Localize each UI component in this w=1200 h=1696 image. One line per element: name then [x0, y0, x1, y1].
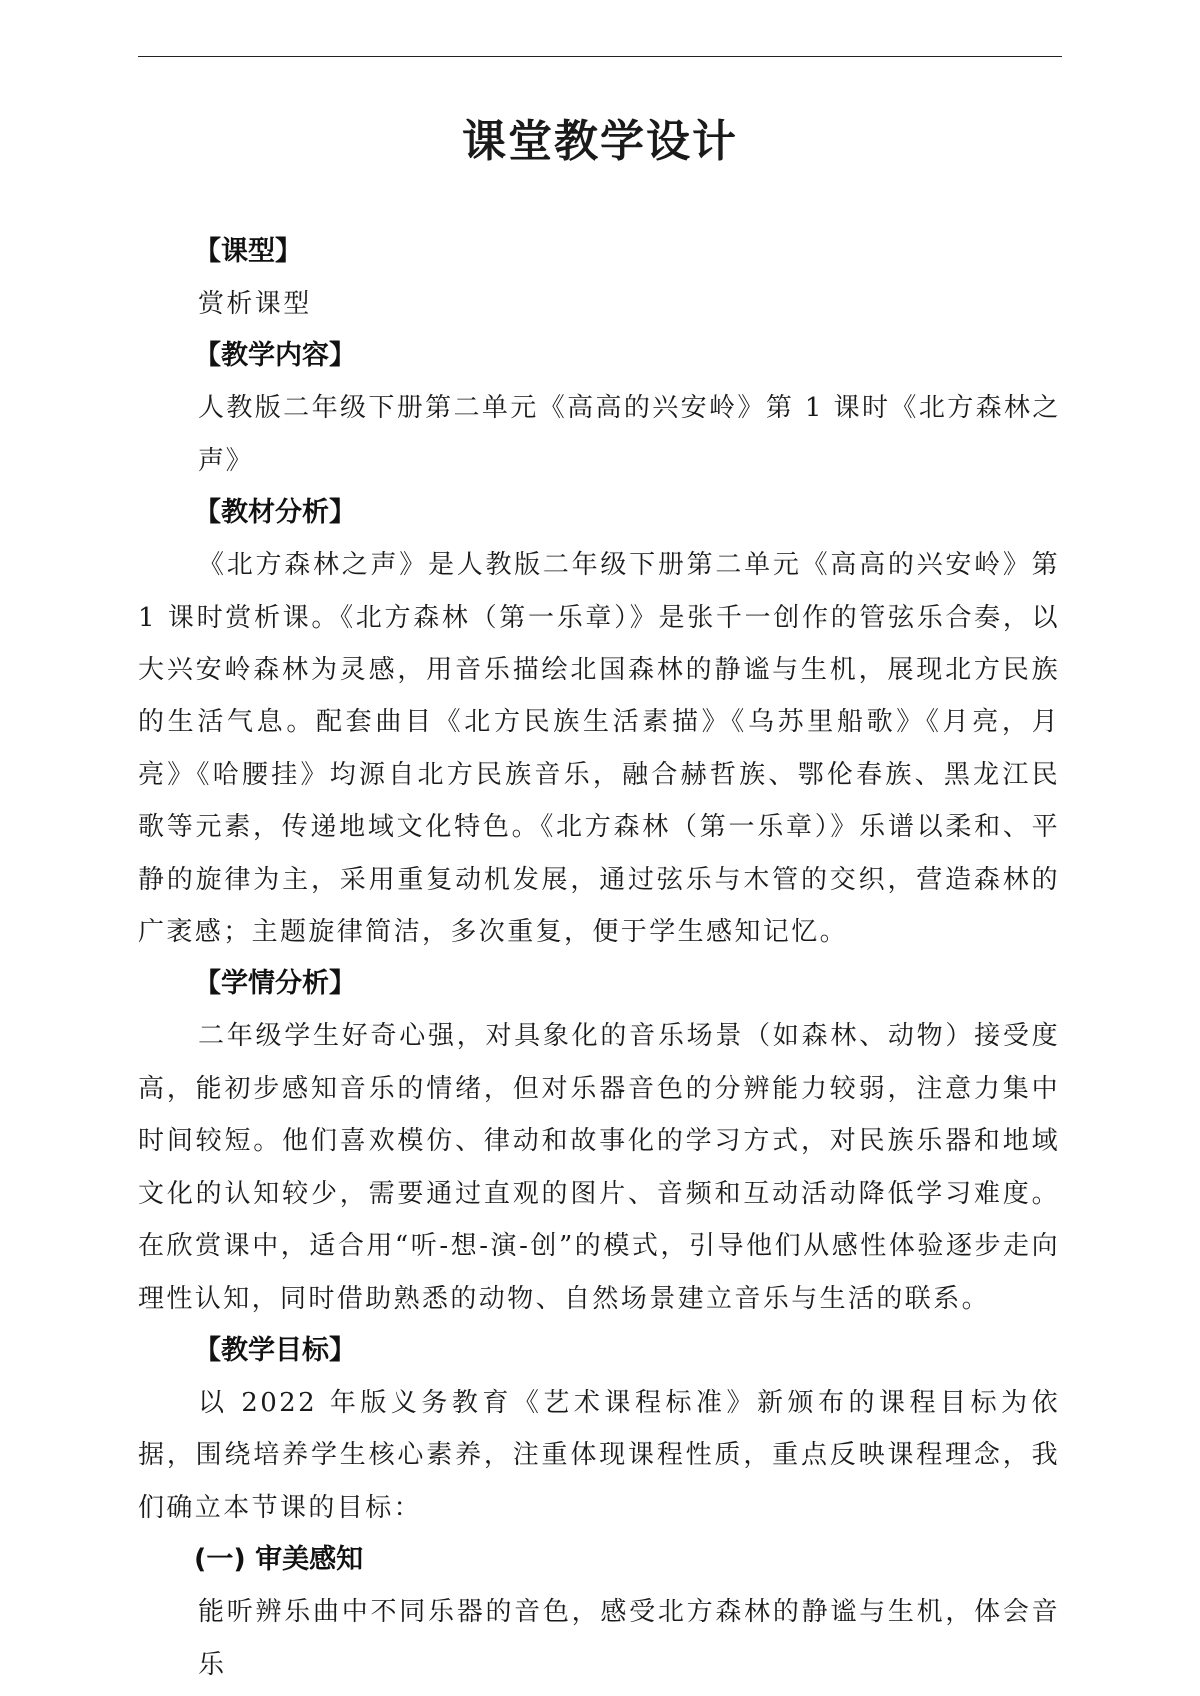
section-heading-material-analysis: 【教材分析】: [194, 497, 356, 529]
document-title: 课堂教学设计: [462, 116, 738, 167]
paragraph-lesson-type: 赏析课型: [198, 289, 312, 319]
section-heading-learner-analysis: 【学情分析】: [194, 968, 356, 1000]
paragraph-material-analysis: 《北方森林之声》是人教版二年级下册第二单元《高高的兴安岭》第 1 课时赏析课。《北方森林（第一乐章）》是张千一创作的管弦乐合奏，以大兴安岭森林为灵感，用音乐描绘北国森林的静谧与生机，展现北方民族的生活气息。配套曲目《北方民族生活素描》《乌苏里船歌》《月亮，月亮》《哈腰挂》均源自北方民族音乐，融合赫哲族、鄂伦春族、黑龙江民歌等元素，传递地域文化特色。《北方森林（第一乐章）》乐谱以柔和、平静的旋律为主，采用重复动机发展，通过弦乐与木管的交织，营造森林的广袤感；主题旋律简洁，多次重复，便于学生感知记忆。: [138, 550, 1060, 948]
paragraph-teaching-content: 人教版二年级下册第二单元《高高的兴安岭》第 1 课时《北方森林之声》: [198, 393, 1060, 476]
section-heading-teaching-objectives: 【教学目标】: [194, 1334, 356, 1366]
paragraph-teaching-objectives: 以 2022 年版义务教育《艺术课程标准》新颁布的课程目标为依据，围绕培养学生核心素养，注重体现课程性质，重点反映课程理念，我们确立本节课的目标：: [138, 1387, 1060, 1523]
section-heading-teaching-content: 【教学内容】: [194, 340, 356, 372]
paragraph-learner-analysis: 二年级学生好奇心强，对具象化的音乐场景（如森林、动物）接受度高，能初步感知音乐的情绪，但对乐器音色的分辨能力较弱，注意力集中时间较短。他们喜欢模仿、律动和故事化的学习方式，对民族乐器和地域文化的认知较少，需要通过直观的图片、音频和互动活动降低学习难度。在欣赏课中，适合用“听-想-演-创”的模式，引导他们从感性体验逐步走向理性认知，同时借助熟悉的动物、自然场景建立音乐与生活的联系。: [138, 1021, 1060, 1314]
subsection-heading-aesthetic-perception: (一) 审美感知: [194, 1544, 364, 1576]
header-rule: [138, 56, 1062, 57]
document-body: [138, 226, 1060, 1691]
paragraph-aesthetic-perception: 能听辨乐曲中不同乐器的音色，感受北方森林的静谧与生机，体会音乐: [198, 1597, 1060, 1680]
section-heading-lesson-type: 【课型】: [194, 236, 302, 267]
